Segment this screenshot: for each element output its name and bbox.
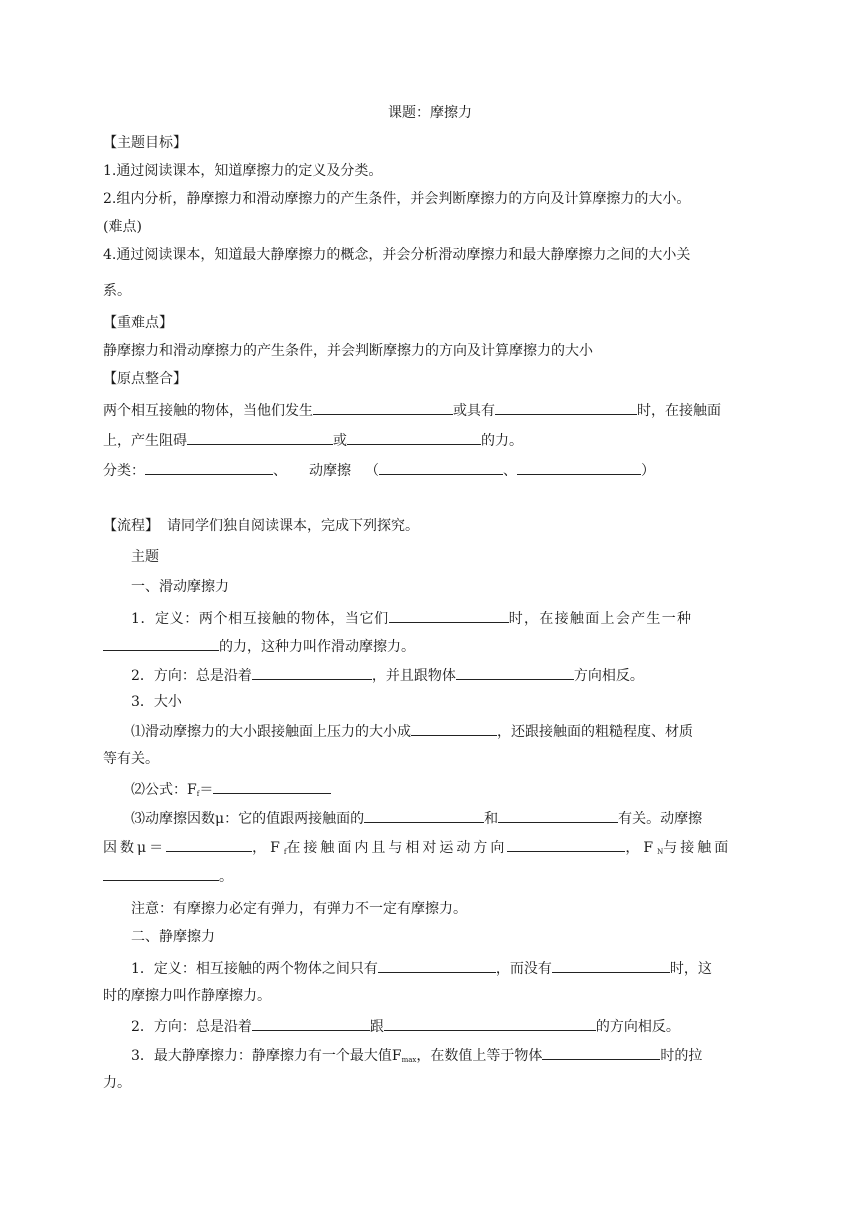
goal-item-1: 1.通过阅读课本，知道摩擦力的定义及分类。 xyxy=(103,163,383,179)
origin-heading: 【原点整合】 xyxy=(103,371,187,387)
fill-blank[interactable] xyxy=(166,836,252,852)
fill-blank[interactable] xyxy=(552,957,670,973)
fill-blank[interactable] xyxy=(347,429,481,445)
friction-coefficient xyxy=(131,807,702,829)
text: 方向相反。 xyxy=(573,668,644,684)
text: 在接触面内且与相对运动方向 xyxy=(286,840,508,856)
sliding-magnitude-1 xyxy=(131,720,693,742)
fill-blank[interactable] xyxy=(103,635,219,651)
sliding-definition-cont xyxy=(103,635,415,657)
text: ，还跟接触面的粗糙程度、材质 xyxy=(497,724,693,740)
subscript: f xyxy=(196,790,200,798)
text: ，在数值上等于物体 xyxy=(416,1048,543,1064)
fill-blank[interactable] xyxy=(389,607,509,623)
fill-blank[interactable] xyxy=(542,1044,660,1060)
text: 跟 xyxy=(369,1019,384,1035)
origin-line-3 xyxy=(103,459,655,481)
origin-text: 两个相互接触的物体，当他们发生 xyxy=(103,403,313,419)
origin-text: （ xyxy=(365,463,379,479)
subscript: max xyxy=(401,1056,417,1064)
fill-blank[interactable] xyxy=(498,807,618,823)
origin-text: ） xyxy=(641,463,655,479)
flow-heading-line xyxy=(103,516,419,536)
text: 有关。动摩擦 xyxy=(618,811,703,827)
text: 1．定义：两个相互接触的物体，当它们 xyxy=(131,611,389,627)
static-direction xyxy=(131,1015,680,1037)
fill-blank[interactable] xyxy=(384,1015,596,1031)
key-heading: 【重难点】 xyxy=(103,315,173,331)
origin-text: 或具有 xyxy=(453,403,495,419)
max-static-friction-cont: 力。 xyxy=(103,1075,131,1091)
origin-text: 上，产生阻碍 xyxy=(103,433,187,449)
origin-line-2 xyxy=(103,429,523,451)
text: ⑴滑动摩擦力的大小跟接触面上压力的大小成 xyxy=(131,724,411,740)
origin-text: 、 xyxy=(503,463,517,479)
goal-item-3-cont: 系。 xyxy=(103,283,131,299)
origin-text: 的力。 xyxy=(481,433,523,449)
fill-blank[interactable] xyxy=(145,459,273,475)
text: 时，在接触面上会产生一种 xyxy=(508,611,693,627)
origin-text: 分类： xyxy=(103,463,145,479)
text: ，而没有 xyxy=(495,961,552,977)
text: ，并且跟物体 xyxy=(371,668,456,684)
static-definition-cont: 时的摩擦力叫作静摩擦力。 xyxy=(103,988,271,1004)
origin-text: 动摩擦 xyxy=(309,463,351,479)
note-text: 注意：有摩擦力必定有弹力，有弹力不一定有摩擦力。 xyxy=(131,901,467,917)
subscript: N xyxy=(657,848,664,856)
max-static-friction xyxy=(131,1044,702,1070)
fill-blank[interactable] xyxy=(507,836,625,852)
goal-item-2-cont: (难点) xyxy=(103,219,142,235)
goal-item-3: 4.通过阅读课本，知道最大静摩擦力的概念，并会分析滑动摩擦力和最大静摩擦力之间的大小关 xyxy=(103,247,691,263)
goal-heading: 【主题目标】 xyxy=(103,135,187,151)
fill-blank[interactable] xyxy=(495,399,637,415)
text: ⑵公式：F xyxy=(131,782,197,798)
text: ，F xyxy=(625,840,658,856)
fill-blank[interactable] xyxy=(252,1015,370,1031)
text: 时，这 xyxy=(669,961,712,977)
fill-blank[interactable] xyxy=(411,720,497,736)
sliding-definition xyxy=(131,607,692,629)
fill-blank[interactable] xyxy=(364,807,484,823)
section-sliding: 一、滑动摩擦力 xyxy=(131,579,229,595)
friction-coefficient-cont-2 xyxy=(103,865,233,887)
fill-blank[interactable] xyxy=(378,957,496,973)
text: 1．定义：相互接触的两个物体之间只有 xyxy=(131,961,378,977)
text: 的方向相反。 xyxy=(595,1019,680,1035)
sliding-magnitude: 3．大小 xyxy=(131,694,182,710)
text: 。 xyxy=(219,869,233,885)
fill-blank[interactable] xyxy=(213,778,331,794)
text: 时的拉 xyxy=(660,1048,703,1064)
fill-blank[interactable] xyxy=(187,429,333,445)
text: 与接触面 xyxy=(663,840,732,856)
flow-heading: 【流程】 xyxy=(103,518,159,534)
flow-intro: 请同学们独自阅读课本，完成下列探究。 xyxy=(167,518,419,534)
page-title: 课题：摩擦力 xyxy=(388,105,472,121)
text: 和 xyxy=(484,811,499,827)
fill-blank[interactable] xyxy=(517,459,641,475)
origin-text: 、 xyxy=(273,463,287,479)
sliding-formula xyxy=(131,778,331,804)
text: 2．方向：总是沿着 xyxy=(131,668,252,684)
static-definition xyxy=(131,957,712,979)
fill-blank[interactable] xyxy=(103,865,219,881)
fill-blank[interactable] xyxy=(252,664,372,680)
text: ＝ xyxy=(199,782,214,798)
text: 因数μ＝ xyxy=(103,840,167,856)
fill-blank[interactable] xyxy=(456,664,574,680)
origin-text: 或 xyxy=(333,433,347,449)
topic-label: 主题 xyxy=(131,549,159,565)
section-static: 二、静摩擦力 xyxy=(131,929,215,945)
text: 的力，这种力叫作滑动摩擦力。 xyxy=(219,639,415,655)
friction-coefficient-cont xyxy=(103,836,731,862)
goal-item-2: 2.组内分析，静摩擦力和滑动摩擦力的产生条件，并会判断摩擦力的方向及计算摩擦力的大小。 xyxy=(103,191,691,207)
sliding-direction xyxy=(131,664,644,686)
origin-text: 时，在接触面 xyxy=(637,403,721,419)
sliding-magnitude-1-cont: 等有关。 xyxy=(103,751,159,767)
subscript: f xyxy=(283,848,287,856)
text: 2．方向：总是沿着 xyxy=(131,1019,252,1035)
fill-blank[interactable] xyxy=(379,459,503,475)
text: ，F xyxy=(252,840,284,856)
fill-blank[interactable] xyxy=(313,399,453,415)
text: 3．最大静摩擦力：静摩擦力有一个最大值F xyxy=(131,1048,402,1064)
text: ⑶动摩擦因数μ：它的值跟两接触面的 xyxy=(131,811,365,827)
origin-line-1 xyxy=(103,399,721,421)
key-text: 静摩擦力和滑动摩擦力的产生条件，并会判断摩擦力的方向及计算摩擦力的大小 xyxy=(103,343,593,359)
